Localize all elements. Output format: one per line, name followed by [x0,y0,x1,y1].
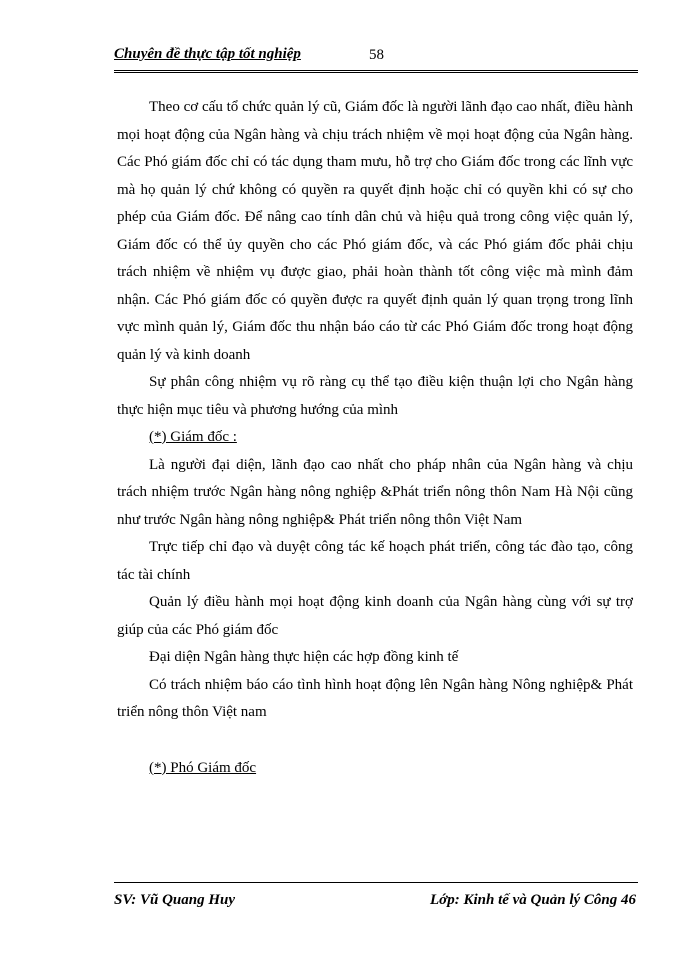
paragraph: Sự phân công nhiệm vụ rõ ràng cụ thể tạo điều kiện thuận lợi cho Ngân hàng thực hiện mục tiêu và phương hướng của mình [117,374,633,418]
footer-student: SV: Vũ Quang Huy [114,892,236,908]
section-heading-text: (*) Giám đốc : [149,429,237,445]
section-heading-pho-giam-doc [117,755,633,783]
paragraph: Theo cơ cấu tổ chức quản lý cũ, Giám đốc là người lãnh đạo cao nhất, điều hành mọi hoạt động của Ngân hàng và chịu trách nhiệm về mọi hoạt động của Ngân hàng. Các Phó giám đốc chỉ có tác dụng tham mưu, hỗ trợ cho Giám đốc trong các lĩnh vực mà họ quản lý chứ không có quyền ra quyết định hoặc chỉ có quyền khi có sự cho phép của Giám đốc. Để nâng cao tính dân chủ và hiệu quả trong công việc quản lý, Giám đốc có thể ủy quyền cho các Phó giám đốc, và các Phó giám đốc phải chịu trách nhiệm về nhiệm vụ được giao, phải hoàn thành tốt công việc mà mình đảm nhận. Các Phó giám đốc có quyền được ra quyết định quản lý quan trọng trong lĩnh vực mình quản lý, Giám đốc thu nhận báo cáo từ các Phó Giám đốc trong hoạt động quản lý và kinh doanh [117,99,633,363]
document-body [117,94,633,782]
header-title: Chuyên đề thực tập tốt nghiệp [114,46,301,62]
footer-class: Lớp: Kinh tế và Quản lý Công 46 [430,892,636,908]
page-header [114,46,638,73]
list-item: Có trách nhiệm báo cáo tình hình hoạt động lên Ngân hàng Nông nghiệp& Phát triển nông thôn Việt nam [117,676,633,720]
section-heading-text: (*) Phó Giám đốc [149,759,257,776]
section-heading-giam-doc [117,424,633,452]
list-item: Đại diện Ngân hàng thực hiện các hợp đồng kinh tế [149,649,459,665]
page-footer [114,882,638,916]
list-item: Quản lý điều hành mọi hoạt động kinh doanh của Ngân hàng cùng với sự trợ giúp của các Phó giám đốc [117,594,633,638]
page-number: 58 [369,47,384,63]
list-item: Là người đại diện, lãnh đạo cao nhất cho pháp nhân của Ngân hàng và chịu trách nhiệm trước Ngân hàng nông nghiệp &Phát triển nông thôn Nam Hà Nội cũng như trước Ngân hàng nông nghiệp& Phát triển nông thôn Việt Nam [117,456,633,528]
list-item: Trực tiếp chỉ đạo và duyệt công tác kế hoạch phát triển, công tác đào tạo, công tác tài chính [117,539,633,583]
